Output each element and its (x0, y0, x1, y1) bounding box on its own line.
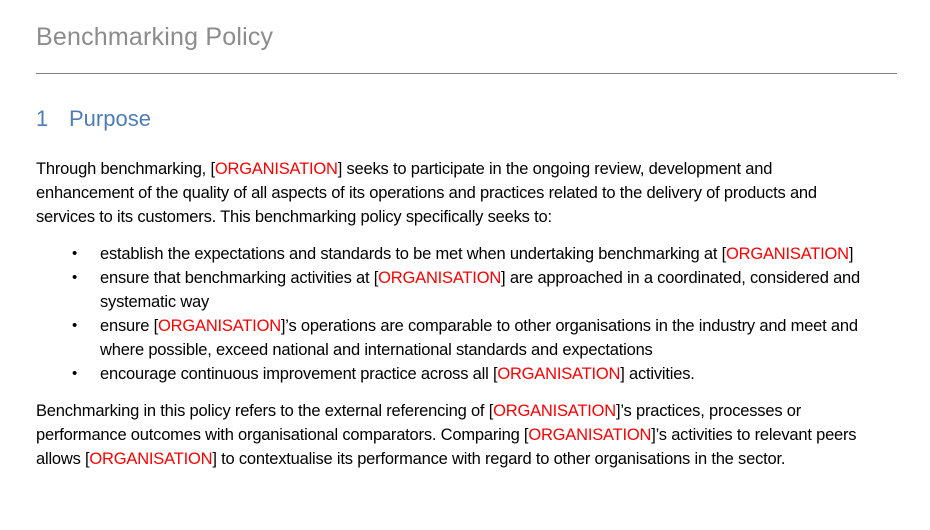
text-run: ensure [ (100, 317, 159, 335)
list-item-text (100, 314, 866, 362)
org-placeholder: ORGANISATION (497, 365, 621, 383)
bullet-icon: • (72, 317, 78, 334)
intro-paragraph (36, 157, 866, 229)
list-item-text (100, 266, 866, 314)
text-run: ] are approached in a coordinated, considered and systematic way (100, 269, 861, 311)
text-run: ] (848, 245, 854, 263)
text-run: Through benchmarking, [ (36, 160, 215, 178)
title-rule (36, 73, 897, 74)
text-run: ] to contextualise its performance with regard to other organisations in the sector. (212, 450, 786, 468)
org-placeholder: ORGANISATION (214, 160, 338, 178)
list-item-text (100, 362, 866, 386)
org-placeholder: ORGANISATION (89, 450, 213, 468)
list-item-text (100, 242, 866, 266)
org-placeholder: ORGANISATION (493, 402, 616, 420)
text-run: ] seeks to participate in the ongoing review, development and enhancement of the quality of all aspects of its operations and practices related to the delivery of products and services to its customers. This benchmarking policy specifically seeks to: (36, 160, 817, 226)
list-item (72, 242, 866, 266)
list-item (72, 266, 866, 314)
bullet-icon: • (72, 365, 78, 382)
bullet-icon: • (72, 269, 78, 286)
section-title: Purpose (69, 106, 151, 131)
text-run: ]’s activities to relevant peers allows [ (36, 426, 857, 468)
bullet-icon: • (72, 245, 78, 262)
text-run: ] activities. (620, 365, 695, 383)
text-run: establish the expectations and standards to be met when undertaking benchmarking at [ (100, 245, 726, 263)
list-item (72, 314, 866, 362)
text-run: ]’s practices, processes or performance outcomes with organisational comparators. Comparing [ (36, 402, 802, 444)
document-title: Benchmarking Policy (36, 23, 274, 51)
text-run: Benchmarking in this policy refers to the external referencing of [ (36, 402, 494, 420)
section-heading (36, 105, 930, 132)
bullet-list (36, 242, 866, 386)
section-number: 1 (36, 106, 49, 131)
org-placeholder: ORGANISATION (726, 245, 849, 263)
text-run: ensure that benchmarking activities at [ (100, 269, 379, 287)
text-run: ]’s operations are comparable to other organisations in the industry and meet and where possible, exceed national and international standards and expectations (100, 317, 858, 359)
closing-paragraph (36, 399, 866, 471)
org-placeholder: ORGANISATION (378, 269, 502, 287)
org-placeholder: ORGANISATION (528, 426, 652, 444)
text-run: encourage continuous improvement practice across all [ (100, 365, 498, 383)
org-placeholder: ORGANISATION (158, 317, 281, 335)
list-item (72, 362, 866, 386)
